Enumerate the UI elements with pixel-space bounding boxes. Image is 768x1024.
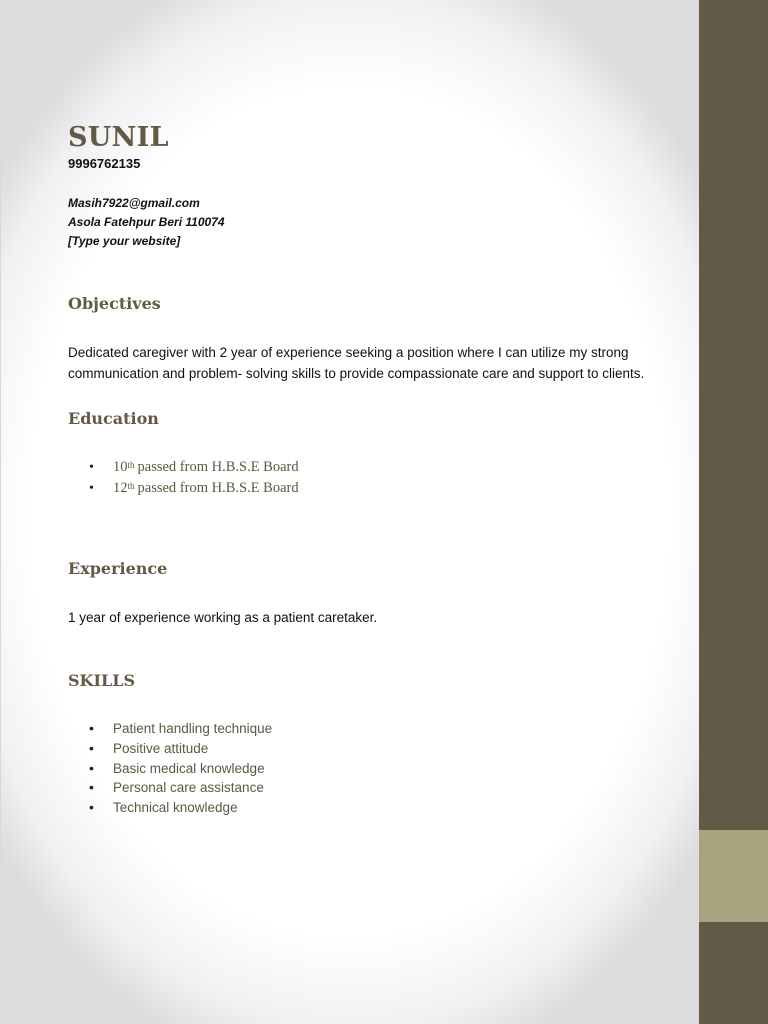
objectives-heading: Objectives — [68, 294, 161, 313]
list-item — [68, 719, 272, 739]
candidate-name: SUNIL — [68, 122, 169, 153]
education-number: 12 — [113, 480, 128, 496]
postal-address: Asola Fatehpur Beri 110074 — [68, 215, 225, 229]
education-ordinal-suffix: th — [127, 460, 135, 470]
skill-text: Patient handling technique — [113, 721, 273, 736]
skill-text: Basic medical knowledge — [113, 760, 265, 776]
sidebar-band-dark-top — [699, 0, 768, 830]
skills-heading: SKILLS — [68, 671, 135, 690]
education-list — [68, 457, 299, 499]
bullet-icon: • — [89, 460, 94, 475]
bullet-icon: • — [89, 481, 94, 496]
phone-number: 9996762135 — [68, 156, 141, 171]
education-text: passed from H.B.S.E Board — [137, 480, 299, 496]
sidebar-band-dark-bottom — [699, 922, 768, 1024]
education-text: passed from H.B.S.E Board — [137, 459, 299, 475]
website-placeholder: [Type your website] — [68, 234, 181, 248]
experience-heading: Experience — [68, 559, 168, 578]
skill-text: Personal care assistance — [113, 780, 264, 796]
bullet-icon: • — [89, 720, 94, 736]
bullet-icon: • — [89, 779, 94, 796]
skill-text: Positive attitude — [113, 740, 209, 756]
skill-text: Technical knowledge — [113, 800, 238, 816]
education-number: 10 — [113, 459, 128, 475]
list-item — [68, 739, 272, 759]
list-item — [68, 798, 272, 818]
experience-text: 1 year of experience working as a patient caretaker. — [68, 610, 378, 625]
bullet-icon: • — [89, 739, 94, 756]
list-item — [68, 778, 272, 798]
bullet-icon: • — [89, 799, 94, 816]
education-ordinal-suffix: th — [127, 481, 135, 491]
sidebar-band-light — [699, 830, 768, 922]
list-item — [68, 478, 299, 499]
list-item — [68, 759, 272, 779]
skills-list — [68, 719, 272, 818]
objectives-text: Dedicated caregiver with 2 year of experience seeking a position where I can utilize my strong communication and problem- solving skills to provide compassionate care and support to clients. — [68, 345, 645, 381]
bullet-icon: • — [89, 759, 94, 776]
list-item — [68, 457, 299, 478]
email-address: Masih7922@gmail.com — [68, 196, 200, 210]
education-heading: Education — [68, 409, 159, 428]
